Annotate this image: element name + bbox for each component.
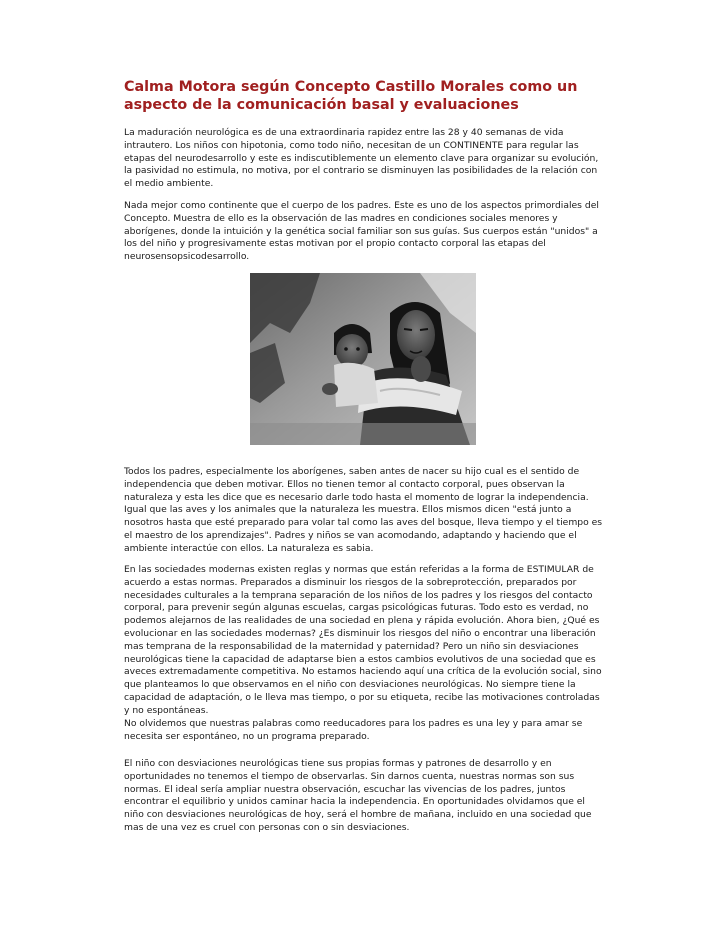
mother-child-photo (250, 273, 476, 445)
document-title: Calma Motora según Concepto Castillo Morales como un aspecto de la comunicación basal y evaluaciones (124, 79, 578, 113)
paragraph-reeducadores: No olvidemos que nuestras palabras como reeducadores para los padres es una ley y para amar se necesita ser espontáneo, no un programa preparado. (124, 718, 583, 742)
paragraph-maduracion: La maduración neurológica es de una extraordinaria rapidez entre las 28 y 40 semanas de vida intrautero. Los niños con hipotonia, como todo niño, necesitan de un CONTINENTE para regular las etapas del neurodesarrollo y este es indiscutiblemente un elemento clave para organizar su evolución, la pasividad no estimula, no motiva, por el contrario se disminuyen las posibilidades de la relación con el medio ambiente. (124, 127, 599, 190)
paragraph-sociedades-modernas: En las sociedades modernas existen reglas y normas que están referidas a la forma de ESTIMULAR de acuerdo a estas normas. Preparados a disminuir los riesgos de la sobreprotección, preparados por necesidades culturales a la temprana separación de los niños de los padres y los riesgos del contacto corporal, para prevenir según algunas escuelas, cargas psicológicas futuras. Todo esto es verdad, no podemos alejarnos de las realidades de una sociedad en plena y rápida evolución. Ahora bien, ¿Qué es evolucionar en las sociedades modernas? ¿Es disminuir los riesgos del niño o encontrar una liberación mas temprana de la responsabilidad de la maternidad y paternidad? Pero un niño sin desviaciones neurológicas tiene la capacidad de adaptarse bien a estos cambios evolutivos de una sociedad que es aveces extremadamente competitiva. No estamos haciendo aquí una crítica de la evolución social, sino que planteamos lo que observamos en el niño con desviaciones neurológicas. No siempre tiene la capacidad de adaptación, o le lleva mas tiempo, o por su etiqueta, recibe las motivaciones controladas y no espontáneas. (124, 564, 602, 716)
paragraph-desviaciones: El niño con desviaciones neurológicas tiene sus propias formas y patrones de desarrollo y en oportunidades no tenemos el tiempo de observarlas. Sin darnos cuenta, nuestras normas son sus normas. El ideal sería ampliar nuestra observación, escuchar las vivencias de los padres, juntos encontrar el equilibrio y unidos caminar hacia la independencia. En oportunidades olvidamos que el niño con desviaciones neurológicas de hoy, será el hombre de mañana, incluido en una sociedad que mas de una vez es cruel con personas con o sin desviaciones. (124, 758, 592, 833)
paragraph-continente: Nada mejor como continente que el cuerpo de los padres. Este es uno de los aspectos primordiales del Concepto. Muestra de ello es la observación de las madres en condiciones sociales menores y aborígenes, donde la intuición y la genética social familiar son sus guías. Sus cuerpos están "unidos" a los del niño y progresivamente estas motivan por el propio contacto corporal las etapas del neurosensopsicodesarrollo. (124, 200, 599, 263)
paragraph-aborigenes: Todos los padres, especialmente los aborígenes, saben antes de nacer su hijo cual es el sentido de independencia que deben motivar. Ellos no tienen temor al contacto corporal, pues observan la naturaleza y esta les dice que es necesario darle todo hasta el momento de lograr la independencia. Igual que las aves y los animales que la naturaleza les muestra. Ellos mismos dicen "está junto a nosotros hasta que esté preparado para volar tal como las aves del bosque, lleva tiempo y el tiempo es el maestro de los aprendizajes". Padres y niños se van acomodando, adaptando y haciendo que el ambiente interactúe con ellos. La naturaleza es sabia. (124, 466, 603, 554)
